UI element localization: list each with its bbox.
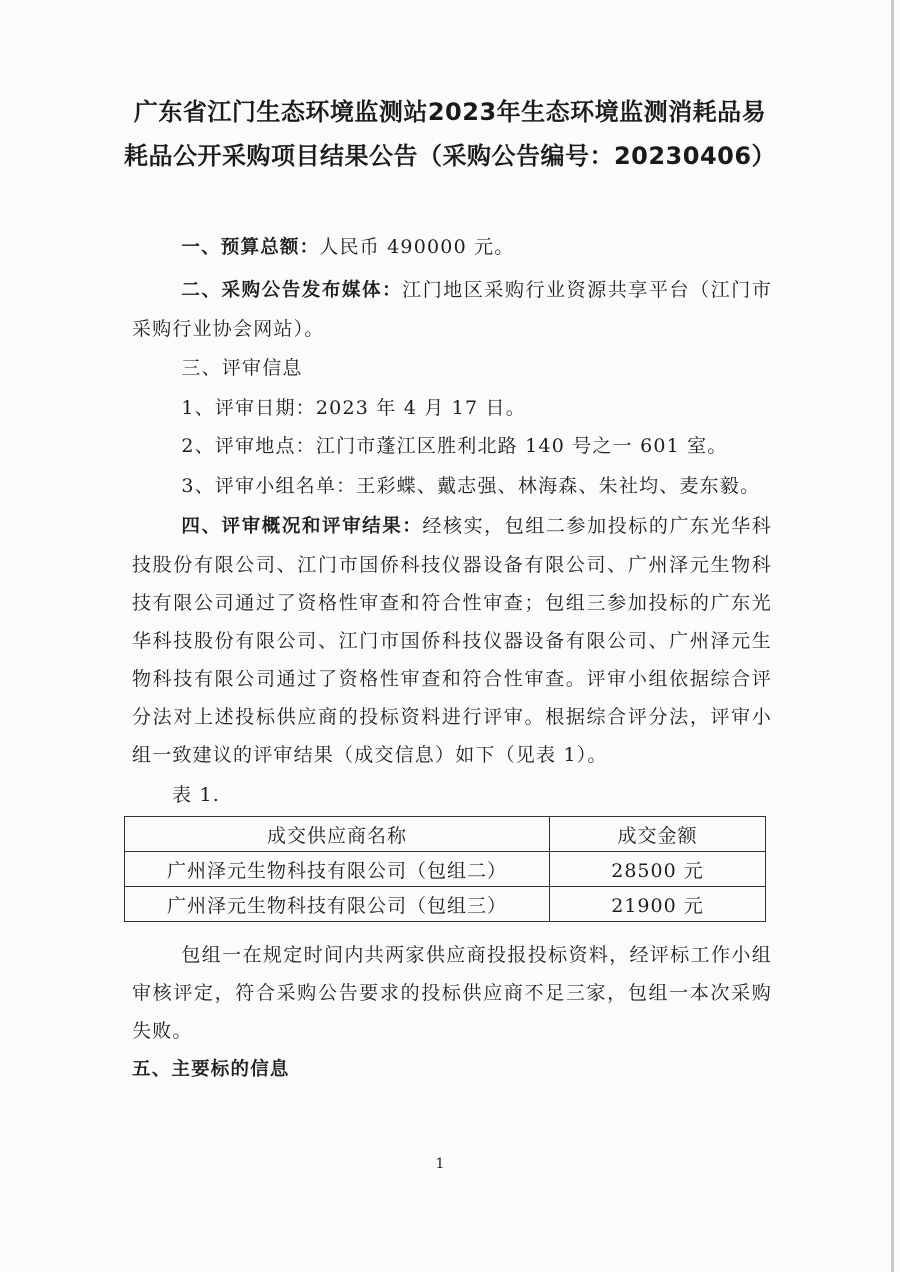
result-table [124,816,766,922]
media-paragraph [132,271,772,348]
media-heading: 二、采购公告发布媒体： [181,280,403,301]
title-line-1: 广东省江门生态环境监测站2023年生态环境监测消耗品易 [133,98,767,126]
main-info-heading-text: 五、主要标的信息 [132,1059,290,1080]
result-paragraph [132,507,772,774]
table-header-name: 成交供应商名称 [125,817,550,852]
table-header-row [125,817,766,852]
table-cell-amount: 28500 元 [550,852,766,887]
table-row [125,852,766,887]
table-cell-amount: 21900 元 [550,887,766,922]
review-place: 2、评审地点：江门市蓬江区胜利北路 140 号之一 601 室。 [181,435,728,457]
table-caption: 表 1. [172,784,220,806]
page-number: 1 [435,1156,445,1172]
failure-paragraph: 包组一在规定时间内共两家供应商投报投标资料，经评标工作小组审核评定，符合采购公告要求的投标供应商不足三家，包组一本次采购失败。 [132,944,772,1042]
budget-heading: 一、预算总额： [181,237,320,258]
document-title [120,90,780,178]
page-edge [891,0,894,1272]
title-line-2: 耗品公开采购项目结果公告（采购公告编号：20230406） [123,142,777,170]
review-panel: 3、评审小组名单：王彩蝶、戴志强、林海森、朱社均、麦东毅。 [181,475,761,497]
result-heading: 四、评审概况和评审结果： [181,516,423,537]
review-heading [132,349,772,387]
media-text: 江门地区采购行业资源共享平台（江门市采购行业协会网站）。 [132,279,772,340]
budget-paragraph [132,228,772,267]
table-cell-name: 广州泽元生物科技有限公司（包组二） [125,852,550,887]
main-info-heading [132,1050,772,1089]
table-header-amount: 成交金额 [550,817,766,852]
table-row [125,887,766,922]
review-date: 1、评审日期：2023 年 4 月 17 日。 [181,397,526,419]
budget-text: 人民币 490000 元。 [319,236,515,258]
review-heading-text: 三、评审信息 [181,357,303,379]
result-text: 经核实，包组二参加投标的广东光华科技股份有限公司、江门市国侨科技仪器设备有限公司、广州泽元生物科技有限公司通过了资格性审查和符合性审查；包组三参加投标的广东光华科技股份有限公司、江门市国侨科技仪器设备有限公司、广州泽元生物科技有限公司通过了资格性审查和符合性审查。评审小组依据综合评分法对上述投标供应商的投标资料进行评审。根据综合评分法，评审小组一致建议的评审结果（成交信息）如下（见表 1）。 [132,515,772,766]
table-cell-name: 广州泽元生物科技有限公司（包组三） [125,887,550,922]
